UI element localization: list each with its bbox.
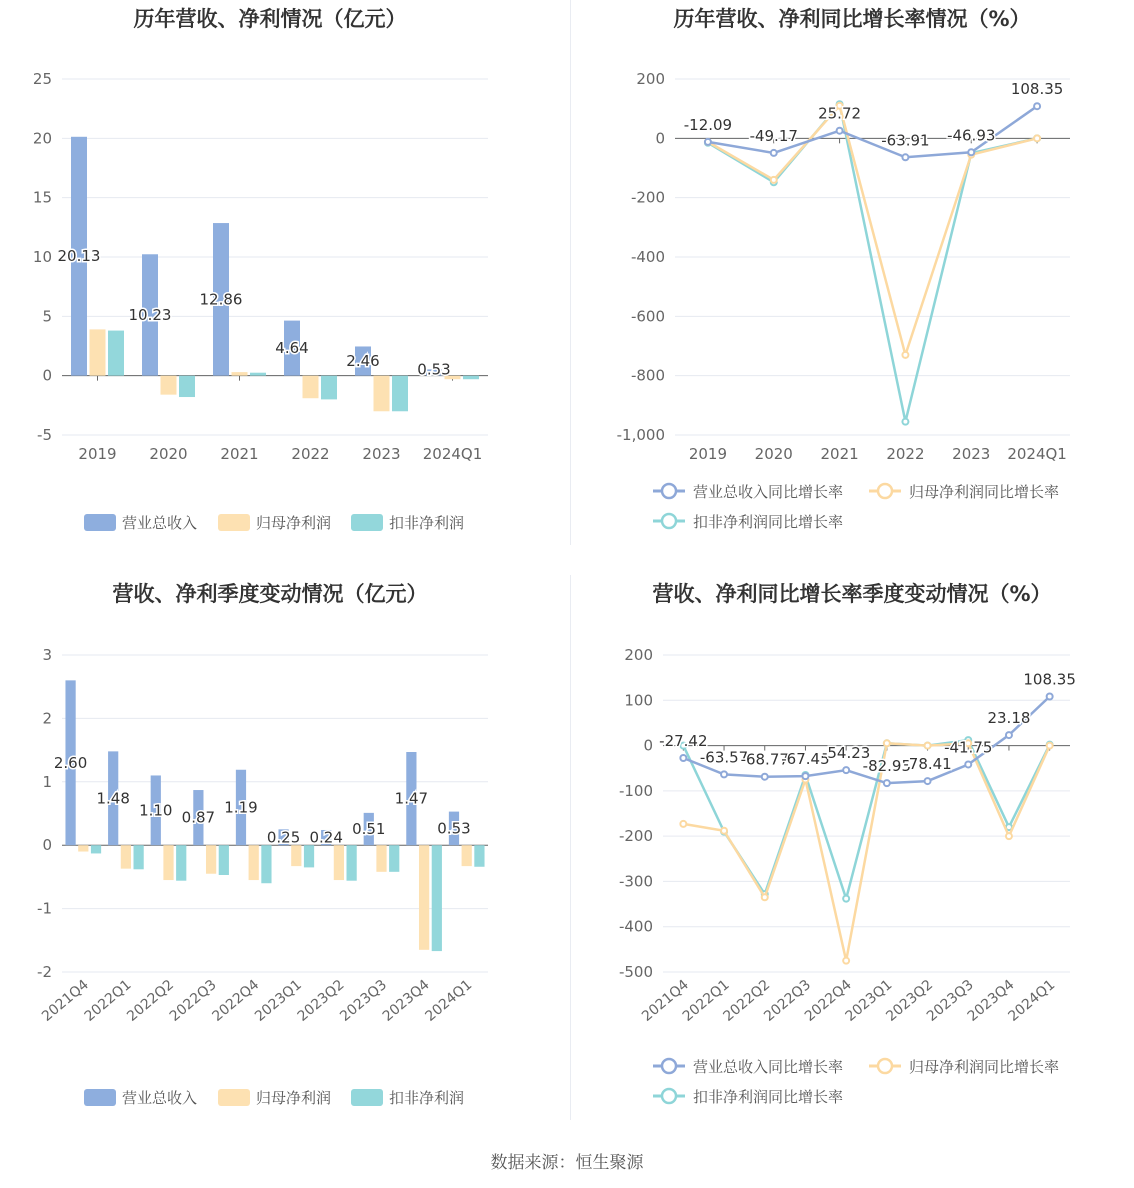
series-point-1 (843, 958, 849, 964)
series-point-0 (843, 767, 849, 773)
x-tick-label: 2023Q1 (842, 976, 896, 1025)
bar-1 (303, 376, 319, 399)
quarterly-growth-rate-line-chart (567, 575, 1134, 1135)
x-tick-label: 2023Q1 (252, 976, 305, 1025)
series-point-1 (680, 821, 686, 827)
data-label: -41.75 (944, 738, 993, 757)
series-point-0 (705, 139, 711, 145)
bar-2 (250, 373, 266, 376)
y-tick-label: 0 (655, 129, 665, 148)
legend-label: 扣非净利润 (389, 514, 465, 532)
y-tick-label: -100 (618, 781, 653, 800)
series-point-0 (680, 755, 686, 761)
data-label: -27.42 (659, 731, 708, 750)
data-label: -67.45 (781, 750, 830, 769)
x-tick-label: 2024Q1 (422, 445, 483, 463)
y-tick-label: 0 (42, 366, 52, 385)
bar-2 (261, 845, 271, 883)
bar-2 (347, 845, 357, 881)
x-tick-label: 2023Q2 (883, 976, 937, 1025)
data-label: 20.13 (57, 247, 101, 266)
data-label: 2.46 (346, 352, 380, 371)
y-tick-label: 20 (32, 129, 52, 148)
y-tick-label: -300 (618, 872, 653, 891)
x-tick-label: 2022Q2 (124, 976, 178, 1025)
data-label: -78.41 (903, 755, 952, 774)
x-tick-label: 2020 (754, 445, 793, 463)
chart-title: 历年营收、净利情况（亿元） (133, 7, 407, 31)
bar-2 (389, 845, 399, 872)
legend-label: 营业总收入 (122, 514, 198, 532)
series-point-1 (1047, 743, 1053, 749)
bar-1 (462, 845, 472, 866)
legend-label: 扣非净利润同比增长率 (693, 1088, 844, 1106)
legend-swatch (351, 514, 383, 531)
series-point-1 (884, 740, 890, 746)
x-tick-label: 2023Q4 (964, 976, 1018, 1025)
data-label: 0.51 (352, 820, 386, 839)
series-point-1 (902, 352, 908, 358)
legend-marker (878, 1059, 892, 1073)
bar-1 (376, 845, 386, 872)
bar-2 (392, 376, 408, 412)
y-tick-label: -400 (630, 248, 665, 266)
x-tick-label: 2024Q1 (1005, 976, 1059, 1025)
y-tick-label: -2 (37, 963, 52, 981)
x-tick-label: 2023Q3 (337, 976, 391, 1025)
y-tick-label: -400 (618, 917, 653, 936)
quarterly-revenue-profit-bar-chart (0, 575, 567, 1135)
series-point-0 (837, 128, 843, 134)
series-point-1 (762, 894, 768, 900)
data-label: 0.24 (309, 828, 343, 847)
bar-1 (291, 845, 301, 866)
legend-label: 营业总收入同比增长率 (693, 1058, 844, 1076)
x-tick-label: 2021 (820, 445, 859, 463)
series-point-0 (802, 773, 808, 779)
x-tick-label: 2022 (886, 445, 925, 463)
data-label: -82.95 (862, 757, 912, 776)
x-tick-label: 2023 (952, 445, 991, 463)
x-tick-label: 2024Q1 (1007, 445, 1067, 463)
data-label: 10.23 (128, 305, 172, 324)
legend-label: 归母净利润 (256, 514, 332, 532)
data-label: -54.23 (821, 744, 871, 763)
legend-swatch (351, 1089, 383, 1106)
x-tick-label: 2019 (688, 445, 728, 463)
series-point-0 (925, 778, 931, 784)
series-point-1 (1034, 135, 1040, 141)
data-label: 25.72 (818, 104, 862, 123)
y-tick-label: 200 (636, 70, 665, 88)
y-tick-label: 0 (643, 736, 653, 755)
series-point-0 (968, 149, 974, 155)
x-tick-label: 2023 (362, 445, 401, 463)
x-tick-label: 2022Q1 (81, 976, 135, 1025)
bar-1 (232, 372, 248, 376)
annual-growth-rate-line-chart (567, 0, 1134, 560)
data-label: -63.57 (699, 748, 749, 767)
chart-title: 营收、净利季度变动情况（亿元） (112, 582, 428, 606)
annual-revenue-profit-bar-chart (0, 0, 567, 560)
series-point-0 (965, 761, 971, 767)
data-label: -49.17 (749, 126, 798, 145)
x-tick-label: 2022Q1 (679, 976, 733, 1025)
x-tick-label: 2020 (149, 445, 188, 463)
x-tick-label: 2021 (220, 445, 259, 463)
legend-marker (662, 1089, 676, 1103)
y-tick-label: 2 (42, 709, 52, 728)
bar-1 (206, 845, 216, 874)
x-tick-label: 2022Q3 (761, 976, 815, 1025)
data-source-note: 数据来源：恒生聚源 (490, 1153, 644, 1173)
y-tick-label: -600 (630, 307, 665, 326)
legend-label: 扣非净利润同比增长率 (693, 513, 844, 531)
data-label: 1.10 (139, 801, 173, 820)
y-tick-label: -200 (618, 827, 653, 846)
legend-label: 营业总收入同比增长率 (693, 483, 844, 501)
x-tick-label: 2022Q4 (209, 976, 263, 1025)
bar-1 (419, 845, 429, 950)
y-tick-label: 200 (624, 646, 653, 664)
chart-title: 历年营收、净利同比增长率情况（%） (673, 7, 1031, 31)
y-tick-label: 0 (42, 836, 52, 855)
series-point-0 (1006, 732, 1012, 738)
series-point-0 (721, 771, 727, 777)
y-tick-label: 3 (42, 646, 52, 664)
x-tick-label: 2022Q3 (166, 976, 220, 1025)
series-point-0 (1047, 694, 1053, 700)
x-tick-label: 2024Q1 (422, 976, 476, 1025)
legend-label: 营业总收入 (122, 1089, 198, 1107)
y-tick-label: 25 (32, 70, 52, 88)
legend-marker (662, 1059, 676, 1073)
data-label: 12.86 (199, 290, 243, 309)
legend-label: 归母净利润同比增长率 (909, 483, 1060, 501)
legend-swatch (218, 1089, 250, 1106)
y-tick-label: -800 (630, 366, 665, 385)
bar-2 (463, 376, 479, 380)
legend-swatch (84, 514, 116, 531)
y-tick-label: -5 (37, 426, 52, 444)
bar-1 (90, 329, 106, 375)
data-label: 108.35 (1010, 80, 1064, 99)
bar-1 (78, 845, 88, 851)
bar-1 (249, 845, 259, 880)
y-tick-label: 10 (32, 248, 52, 266)
y-tick-label: -1 (37, 899, 52, 918)
x-tick-label: 2019 (78, 445, 117, 463)
series-point-2 (843, 896, 849, 902)
bar-1 (121, 845, 131, 868)
series-point-0 (771, 150, 777, 156)
y-tick-label: -500 (618, 963, 653, 981)
bar-2 (91, 845, 101, 853)
series-point-1 (925, 743, 931, 749)
bar-1 (334, 845, 344, 880)
series-point-0 (902, 154, 908, 160)
data-label: -46.93 (947, 126, 996, 145)
legend-label: 归母净利润 (256, 1089, 332, 1107)
y-tick-label: 15 (32, 188, 52, 207)
data-label: 0.25 (266, 828, 301, 847)
y-tick-label: -200 (630, 188, 665, 207)
series-point-0 (884, 780, 890, 786)
chart-title: 营收、净利同比增长率季度变动情况（%） (652, 582, 1052, 606)
bar-2 (304, 845, 314, 867)
bar-2 (179, 376, 195, 397)
legend-label: 扣非净利润 (389, 1089, 465, 1107)
x-tick-label: 2021Q4 (639, 976, 692, 1025)
bar-2 (176, 845, 186, 881)
data-label: -68.77 (740, 750, 789, 769)
x-tick-label: 2022Q4 (801, 976, 855, 1025)
bar-2 (321, 376, 337, 400)
data-label: 108.35 (1023, 670, 1076, 689)
x-tick-label: 2021Q4 (39, 976, 92, 1025)
x-tick-label: 2023Q3 (923, 976, 977, 1025)
data-label: 2.60 (53, 753, 88, 772)
series-point-1 (771, 177, 777, 183)
data-label: 4.64 (275, 339, 309, 358)
series-point-2 (902, 419, 908, 425)
data-label: 0.53 (437, 819, 471, 838)
legend-swatch (84, 1089, 116, 1106)
legend-marker (662, 484, 676, 498)
bar-2 (108, 331, 124, 376)
series-point-1 (721, 828, 727, 834)
bar-2 (134, 845, 144, 869)
y-tick-label: 1 (42, 772, 52, 791)
y-tick-label: -1,000 (616, 426, 665, 444)
x-tick-label: 2022 (291, 445, 330, 463)
bar-2 (474, 845, 484, 867)
legend-swatch (218, 514, 250, 531)
bar-2 (219, 845, 229, 875)
series-point-1 (1006, 833, 1012, 839)
data-label: 1.48 (96, 789, 130, 808)
data-label: 1.19 (224, 798, 258, 817)
legend-label: 归母净利润同比增长率 (909, 1058, 1060, 1076)
bar-1 (374, 376, 390, 412)
series-point-0 (762, 774, 768, 780)
legend-marker (878, 484, 892, 498)
data-label: -63.91 (881, 131, 930, 150)
bar-1 (161, 376, 177, 395)
y-tick-label: 5 (42, 307, 52, 326)
y-tick-label: 100 (624, 691, 653, 710)
data-label: 23.18 (987, 709, 1031, 728)
data-label: 1.47 (394, 789, 429, 808)
x-tick-label: 2022Q2 (720, 976, 774, 1025)
legend-marker (662, 514, 676, 528)
data-label: 0.87 (181, 808, 216, 827)
bar-2 (432, 845, 442, 951)
bar-1 (163, 845, 173, 880)
series-point-0 (1034, 103, 1040, 109)
x-tick-label: 2023Q4 (379, 976, 433, 1025)
data-label: 0.53 (417, 360, 451, 379)
data-label: -12.09 (683, 115, 733, 134)
x-tick-label: 2023Q2 (294, 976, 348, 1025)
